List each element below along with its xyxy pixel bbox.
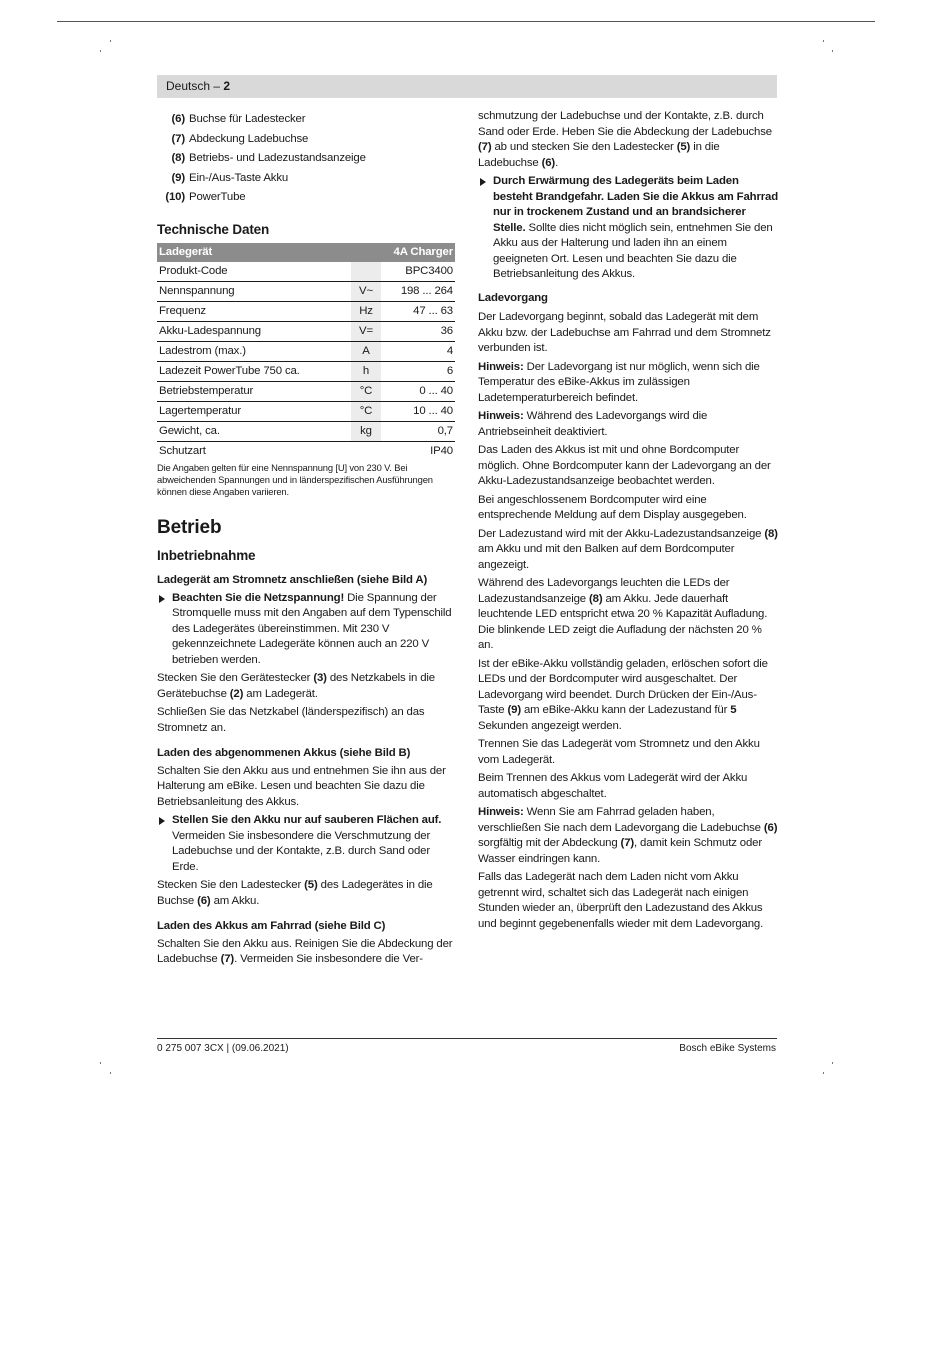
row-unit xyxy=(351,262,381,282)
paragraph: Schalten Sie den Akku aus und entnehmen Sie ihn aus der Halterung am eBike. Lesen und beachten Sie dazu die Betriebsanleitung des Akkus. xyxy=(157,764,446,808)
legend-label: Buchse für Ladestecker xyxy=(189,113,306,125)
text-run: Der Ladezustand wird mit der Akku-Ladezustandsanzeige xyxy=(478,527,765,540)
paragraph: Der Ladevorgang beginnt, sobald das Ladegerät mit dem Akku bzw. der Ladebuchse am Fahrrad und dem Stromnetz verbunden ist. xyxy=(478,311,771,354)
table-row xyxy=(157,342,455,362)
legend-number: (6) xyxy=(171,113,185,125)
header-separator: – xyxy=(210,79,224,93)
row-value: 198 ... 264 xyxy=(381,282,455,302)
text-run: . xyxy=(555,156,559,169)
row-unit: A xyxy=(351,342,381,362)
ref-number: (8) xyxy=(764,527,778,540)
row-unit: V~ xyxy=(351,282,381,302)
table-row xyxy=(157,382,455,402)
legend-number: (7) xyxy=(171,132,185,145)
text-run: Ist der eBike-Akku vollständig geladen, erlöschen sofort die LEDs und der Bordcomputer wird ausgeschaltet. Der Ladevorgang wird beendet. Durch Drücken der Ein-/Aus-Taste xyxy=(478,657,768,716)
paragraph xyxy=(478,409,778,440)
legend-item xyxy=(157,188,455,208)
tech-data-heading: Technische Daten xyxy=(157,221,270,237)
text-run: am eBike-Akku kann der Ladezustand für xyxy=(520,704,731,716)
row-name: Frequenz xyxy=(157,302,351,322)
paragraph xyxy=(478,805,778,867)
hinweis-label: Hinweis: xyxy=(478,806,524,818)
legend-number: (10) xyxy=(165,191,185,204)
text-run: Wenn Sie am Fahrrad geladen haben, verschließen Sie nach dem Ladevorgang die Ladebuchse xyxy=(478,806,764,834)
text-run: des Netzkabels in die Gerätebuchse xyxy=(157,672,435,700)
text-run: am Ladegerät. xyxy=(243,687,318,700)
legend-label: PowerTube xyxy=(189,191,246,204)
text-run: des Ladegerätes in die Buchse xyxy=(157,879,433,907)
row-unit: °C xyxy=(351,382,381,402)
row-name: Ladestrom (max.) xyxy=(157,342,351,362)
text-run: am Akku und mit den Balken auf dem Bordcomputer angezeigt. xyxy=(478,543,735,571)
ref-number: (9) xyxy=(507,704,521,716)
footer-docnumber: 0 275 007 3CX | (09.06.2021) xyxy=(157,1043,289,1054)
paragraph xyxy=(157,671,455,702)
row-unit: Hz xyxy=(351,302,381,322)
text-run: Stecken Sie den Gerätestecker xyxy=(157,672,314,685)
text-run: Der Ladevorgang ist nur möglich, wenn sich die Temperatur des eBike-Akkus im zulässigen Ladetemperaturbereich befindet. xyxy=(478,360,760,404)
top-rule xyxy=(57,21,875,22)
row-name: Ladezeit PowerTube 750 ca. xyxy=(157,362,351,382)
ref-number: (5) xyxy=(304,879,318,892)
text-run: Während des Ladevorgangs leuchten die LEDs der Ladezustandsanzeige xyxy=(478,577,730,605)
table-row xyxy=(157,402,455,422)
row-unit xyxy=(351,442,381,462)
legend-number: (9) xyxy=(171,171,185,184)
bullet-text: Sollte dies nicht möglich sein, entnehmen Sie den Akku aus der Halterung und laden ihn an einem geeigneten Ort. Lesen und beachten Sie dazu die Betriebsanleitung des Akkus. xyxy=(493,221,773,280)
hinweis-label: Hinweis: xyxy=(478,360,524,373)
right-column xyxy=(478,109,778,935)
row-name: Lagertemperatur xyxy=(157,402,351,422)
text-run: . Vermeiden Sie insbesondere die Ver- xyxy=(234,953,423,966)
section-title-betrieb: Betrieb xyxy=(157,517,222,539)
row-name: Schutzart xyxy=(159,445,206,458)
ref-number: (7) xyxy=(620,837,635,849)
row-value: 36 xyxy=(381,322,455,342)
ref-number: 5 xyxy=(730,704,737,716)
ref-number: (6) xyxy=(541,156,556,169)
ref-number: (8) xyxy=(589,592,603,605)
page-number: 2 xyxy=(223,79,231,93)
legend-label: Abdeckung Ladebuchse xyxy=(189,132,309,145)
table-row xyxy=(157,302,455,322)
text-run: in die Ladebuchse xyxy=(478,141,720,169)
paragraph: Schließen Sie das Netzkabel (länderspezifisch) an das Stromnetz an. xyxy=(157,706,425,734)
text-run: ab und stecken Sie den Ladestecker xyxy=(491,141,677,153)
text-run: Schalten Sie den Akku aus. Reinigen Sie die Abdeckung der Ladebuchse xyxy=(157,937,453,966)
table-row xyxy=(157,442,455,462)
crop-mark xyxy=(110,1072,111,1074)
crop-mark xyxy=(832,50,833,52)
paragraph xyxy=(478,527,778,574)
legend-label: Betriebs- und Ladezustandsanzeige xyxy=(189,152,366,165)
heading-inbetriebnahme: Inbetriebnahme xyxy=(157,547,256,563)
text-run: , damit kein Schmutz oder Wasser eindringen kann. xyxy=(478,837,762,865)
row-unit: kg xyxy=(351,422,381,442)
crop-mark xyxy=(823,40,824,42)
header-language: Deutsch xyxy=(166,79,211,93)
crop-mark xyxy=(823,1072,824,1074)
table-row xyxy=(157,282,455,302)
bullet-bold: Beachten Sie die Netzspannung! xyxy=(172,591,345,604)
heading-bild-a: Ladegerät am Stromnetz anschließen (siehe Bild A) xyxy=(157,574,428,587)
heading-ladevorgang: Ladevorgang xyxy=(478,291,548,304)
table-row xyxy=(157,322,455,342)
page-footer xyxy=(157,1038,777,1054)
heading-bild-b: Laden des abgenommenen Akkus (siehe Bild B) xyxy=(157,747,411,760)
row-unit: V= xyxy=(351,322,381,342)
row-unit: h xyxy=(351,362,381,382)
footer-brand: Bosch eBike Systems xyxy=(679,1043,776,1054)
paragraph: Trennen Sie das Ladegerät vom Stromnetz und den Akku vom Ladegerät. xyxy=(478,738,760,766)
row-value: 47 ... 63 xyxy=(381,302,455,322)
row-name: Gewicht, ca. xyxy=(157,422,351,442)
crop-mark xyxy=(832,1062,833,1064)
ref-number: (7) xyxy=(220,953,235,966)
bullet-netzspannung xyxy=(157,591,455,669)
bullet-brandgefahr xyxy=(478,174,778,283)
tech-data-table xyxy=(157,243,455,461)
row-value: 0 ... 40 xyxy=(381,382,455,402)
row-value: 4 xyxy=(381,342,455,362)
row-value: 6 xyxy=(381,362,455,382)
paragraph: Beim Trennen des Akkus vom Ladegerät wird der Akku automatisch abgeschaltet. xyxy=(478,772,748,800)
bullet-saubere-flaechen xyxy=(157,813,455,875)
table-row xyxy=(157,422,455,442)
page-header xyxy=(157,75,777,98)
legend-label: Ein-/Aus-Taste Akku xyxy=(189,171,289,184)
row-name: Betriebstemperatur xyxy=(157,382,351,402)
crop-mark xyxy=(100,1062,101,1064)
legend-number: (8) xyxy=(171,152,185,165)
paragraph xyxy=(478,360,778,407)
ref-number: (5) xyxy=(676,141,691,153)
row-unit: °C xyxy=(351,402,381,422)
legend-item xyxy=(157,169,455,189)
legend-item xyxy=(157,130,455,150)
bullet-text: Vermeiden Sie insbesondere die Verschmutzung der Ladebuchse und der Kontakte, z.B. durch Sand oder Erde. xyxy=(172,829,431,873)
row-value: 0,7 xyxy=(381,422,455,442)
table-footnote: Die Angaben gelten für eine Nennspannung [U] von 230 V. Bei abweichenden Spannungen und in länderspezifischen Ausführungen können diese Angaben variieren. xyxy=(157,462,433,498)
row-value: IP40 xyxy=(430,445,453,458)
table-row xyxy=(157,262,455,282)
text-run: Während des Ladevorgangs wird die Antriebseinheit deaktiviert. xyxy=(478,410,708,438)
paragraph xyxy=(157,937,455,968)
bullet-bold: Stellen Sie den Akku nur auf sauberen Flächen auf. xyxy=(172,814,442,827)
row-name: Akku-Ladespannung xyxy=(157,322,351,342)
crop-mark xyxy=(110,40,111,42)
text-run: sorgfältig mit der Abdeckung xyxy=(478,837,621,849)
left-column xyxy=(157,110,455,971)
paragraph xyxy=(478,576,778,654)
row-name: Nennspannung xyxy=(157,282,351,302)
ref-number: (2) xyxy=(229,687,244,700)
heading-bild-c: Laden des Akkus am Fahrrad (siehe Bild C) xyxy=(157,920,386,933)
row-name: Produkt-Code xyxy=(157,262,351,282)
legend-list xyxy=(157,110,455,208)
legend-item xyxy=(157,149,455,169)
text-run: am Akku. xyxy=(210,894,260,907)
paragraph: Bei angeschlossenem Bordcomputer wird eine entsprechende Meldung auf dem Display ausgegeben. xyxy=(478,493,747,521)
text-run: Sekunden angezeigt werden. xyxy=(478,719,622,732)
row-value: 10 ... 40 xyxy=(381,402,455,422)
table-header-name: Ladegerät xyxy=(157,243,381,262)
ref-number: (3) xyxy=(313,672,327,685)
text-run: schmutzung der Ladebuchse und der Kontakte, z.B. durch Sand oder Erde. Heben Sie die Abdeckung der Ladebuchse xyxy=(478,110,772,138)
table-header-value: 4A Charger xyxy=(381,243,455,262)
row-value: BPC3400 xyxy=(381,262,455,282)
bullet-text: Die Spannung der Stromquelle muss mit den Angaben auf dem Typenschild des Ladegerätes übereinstimmen. Mit 230 V gekennzeichnete Ladegeräte können auch an 220 V betrieben werden. xyxy=(172,591,452,666)
paragraph xyxy=(478,109,778,171)
bullet-bold: Durch Erwärmung des Ladegeräts beim Laden besteht Brandgefahr. Laden Sie die Akkus am Fahrrad nur in trockenem Zustand und an brandsicherer Stelle. xyxy=(493,175,779,234)
text-run: am Akku. Jede dauerhaft leuchtende LED entspricht etwa 20 % Kapazität Aufladung. Die blinkende LED zeigt die Aufladung der nächsten 20 % an. xyxy=(478,592,768,651)
hinweis-label: Hinweis: xyxy=(478,410,524,422)
table-header-row xyxy=(157,243,455,262)
text-run: Stecken Sie den Ladestecker xyxy=(157,879,305,892)
paragraph: Das Laden des Akkus ist mit und ohne Bordcomputer möglich. Ohne Bordcomputer kann der Ladevorgang an der Akku-Ladezustandsanzeige beobachtet werden. xyxy=(478,444,771,487)
paragraph: Falls das Ladegerät nach dem Laden nicht vom Akku getrennt wird, schaltet sich das Ladegerät nach einigen Stunden wieder an, überprüft den Ladezustand des Akkus und beginnt gegebenenfalls wieder mit dem Ladevorgang. xyxy=(478,871,764,930)
legend-item xyxy=(157,110,455,130)
paragraph xyxy=(478,657,778,735)
ref-number: (6) xyxy=(763,821,778,834)
ref-number: (7) xyxy=(478,141,492,153)
table-row xyxy=(157,362,455,382)
ref-number: (6) xyxy=(197,894,211,907)
paragraph xyxy=(157,878,455,909)
crop-mark xyxy=(100,50,101,52)
